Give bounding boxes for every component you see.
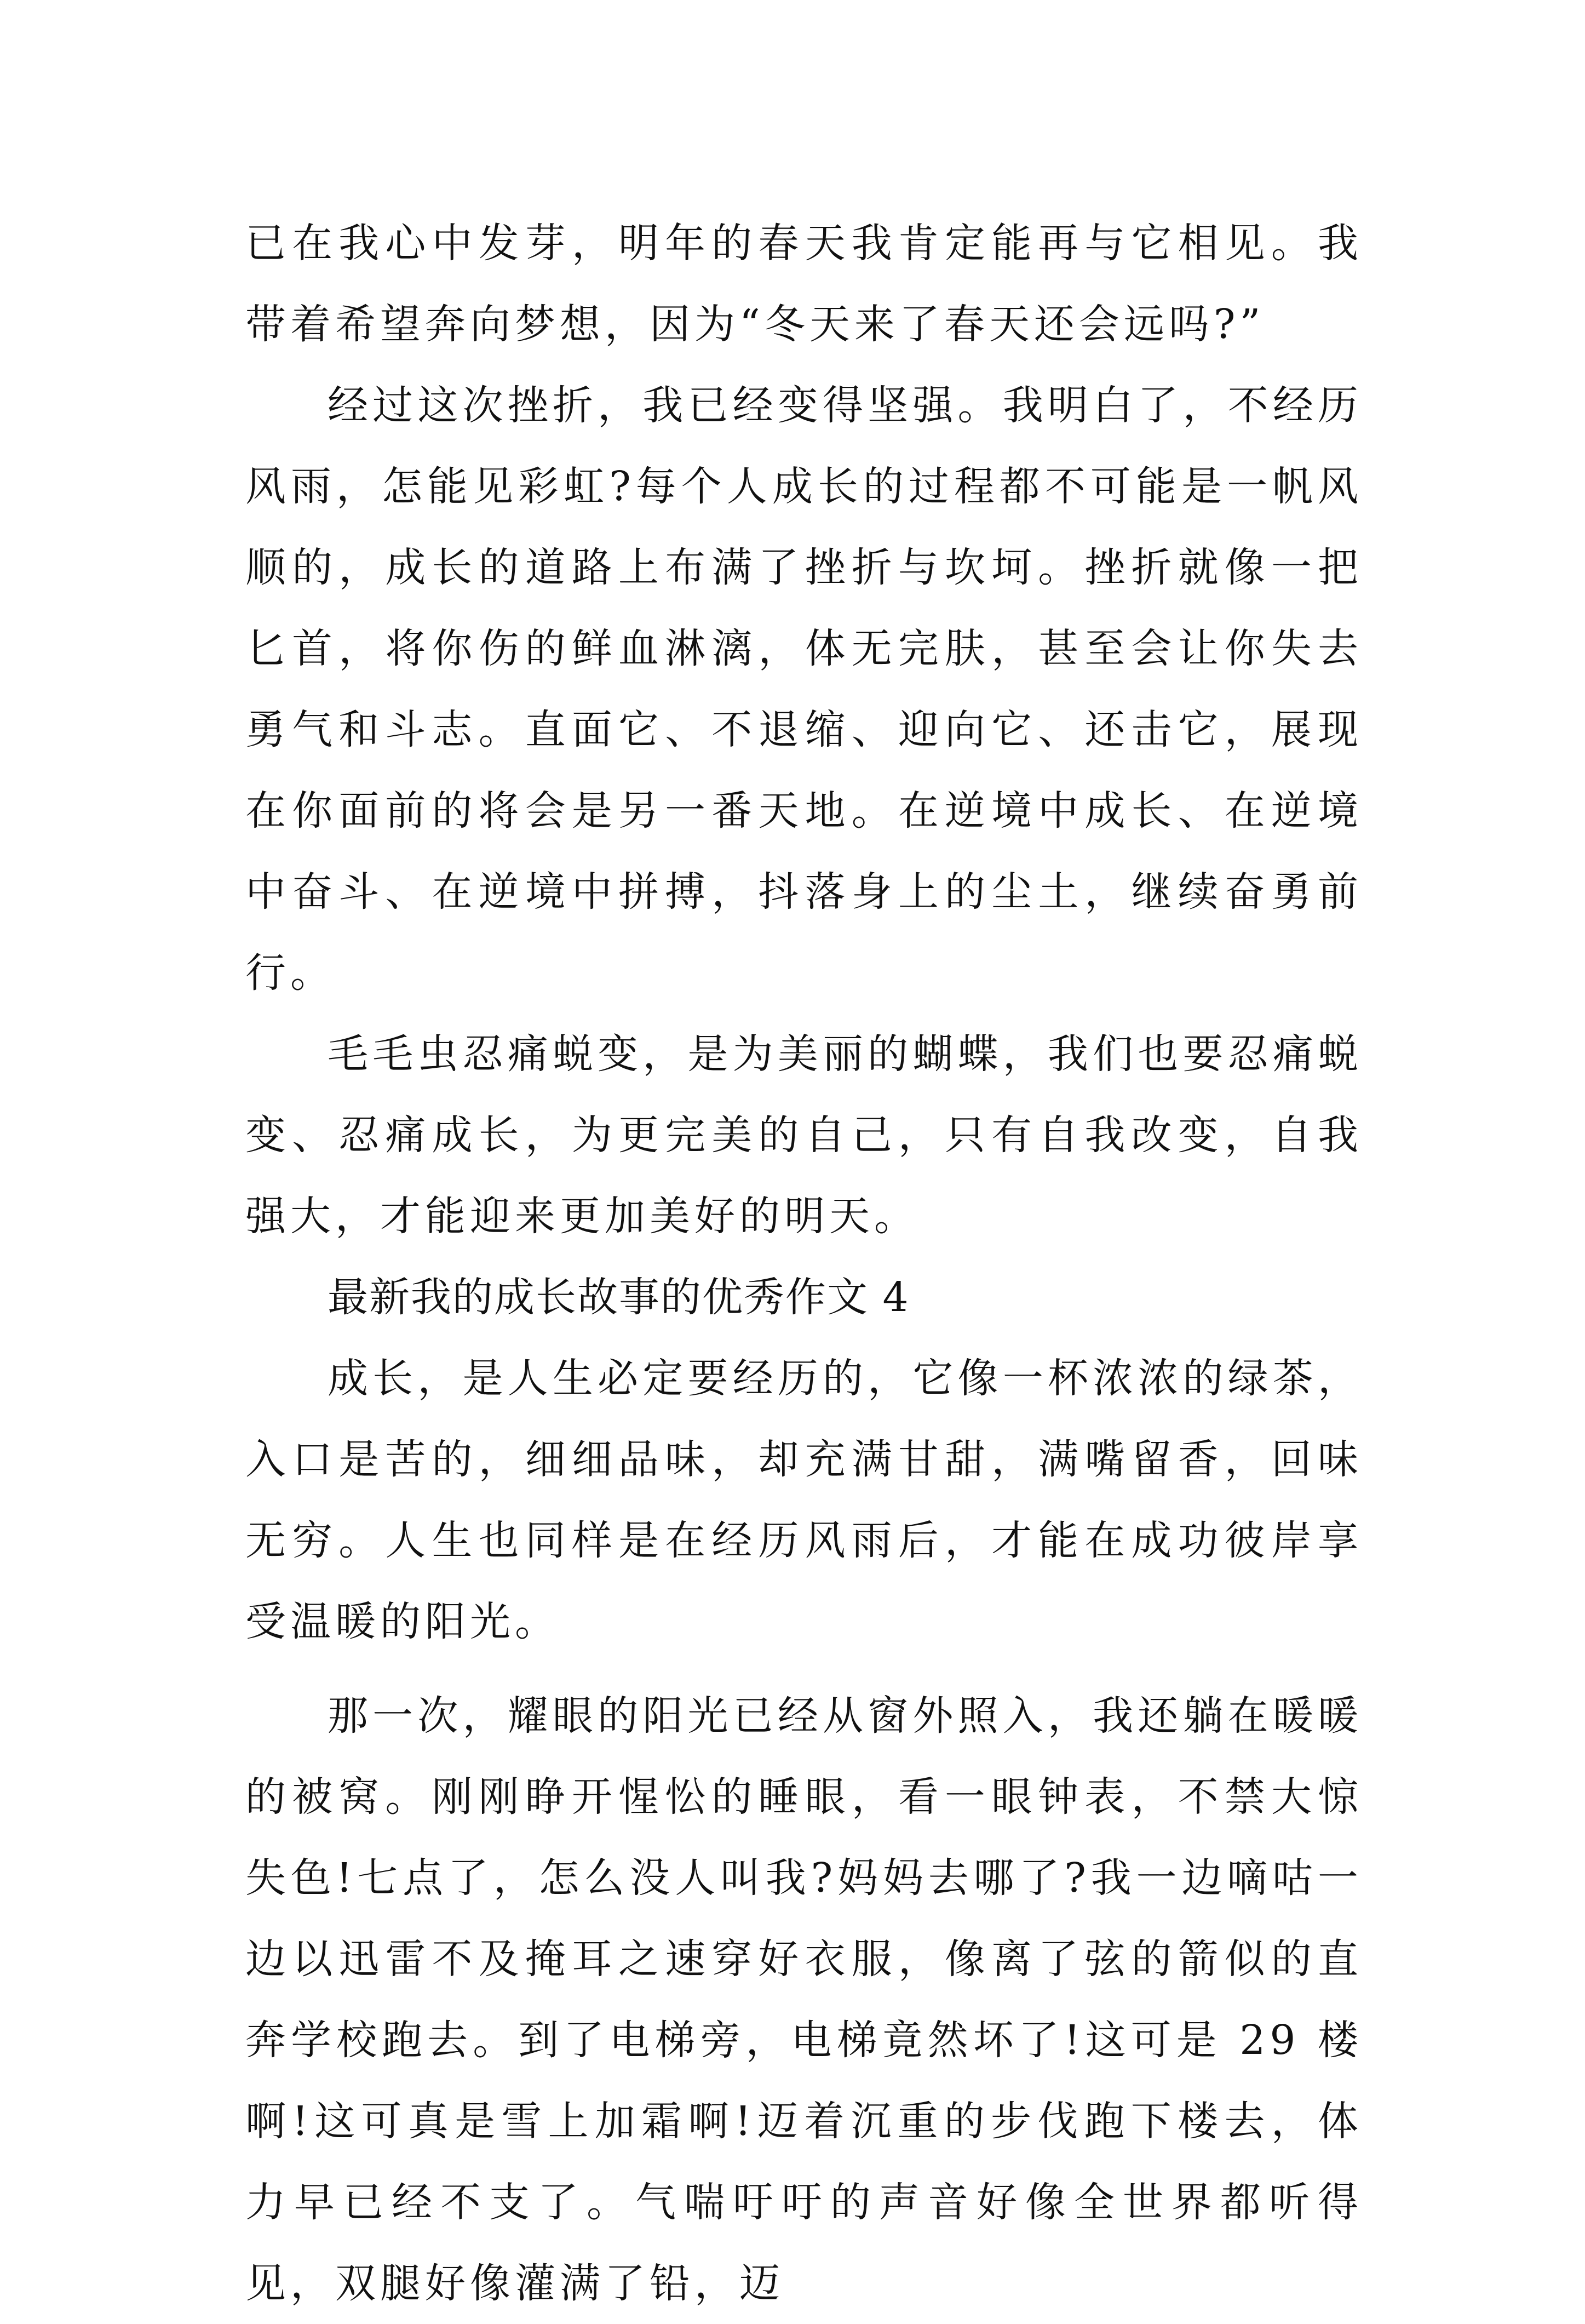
section-heading: 最新我的成长故事的优秀作文 4 bbox=[328, 1274, 910, 1321]
paragraph-continuation: 已在我心中发芽，明年的春天我肯定能再与它相见。我带着希望奔向梦想，因为“冬天来了春天还会远吗?” bbox=[245, 220, 1363, 348]
paragraph-growth-intro: 成长，是人生必定要经历的，它像一杯浓浓的绿茶，入口是苦的，细细品味，却充满甘甜，满嘴留香，回味无穷。人生也同样是在经历风雨后，才能在成功彼岸享受温暖的阳光。 bbox=[245, 1355, 1363, 1645]
paragraph-caterpillar: 毛毛虫忍痛蜕变，是为美丽的蝴蝶，我们也要忍痛蜕变、忍痛成长，为更完美的自己，只有自我改变，自我强大，才能迎来更加美好的明天。 bbox=[245, 1031, 1363, 1240]
document-body bbox=[245, 203, 1363, 2324]
paragraph-setback: 经过这次挫折，我已经变得坚强。我明白了，不经历风雨，怎能见彩虹?每个人成长的过程都不可能是一帆风顺的，成长的道路上布满了挫折与坎坷。挫折就像一把匕首，将你伤的鲜血淋漓，体无完肤，甚至会让你失去勇气和斗志。直面它、不退缩、迎向它、还击它，展现在你面前的将会是另一番天地。在逆境中成长、在逆境中奋斗、在逆境中拼搏，抖落身上的尘土，继续奋勇前行。 bbox=[245, 382, 1363, 997]
paragraph-story: 那一次，耀眼的阳光已经从窗外照入，我还躺在暖暖的被窝。刚刚睁开惺忪的睡眼，看一眼钟表，不禁大惊失色!七点了，怎么没人叫我?妈妈去哪了?我一边嘀咕一边以迅雷不及掩耳之速穿好衣服，像离了弦的箭似的直奔学校跑去。到了电梯旁，电梯竟然坏了!这可是 29 楼啊!这可真是雪上加霜啊!迈着沉重的步伐跑下楼去，体力早已经不支了。气喘吁吁的声音好像全世界都听得见，双腿好像灌满了铅，迈 bbox=[245, 1692, 1363, 2307]
